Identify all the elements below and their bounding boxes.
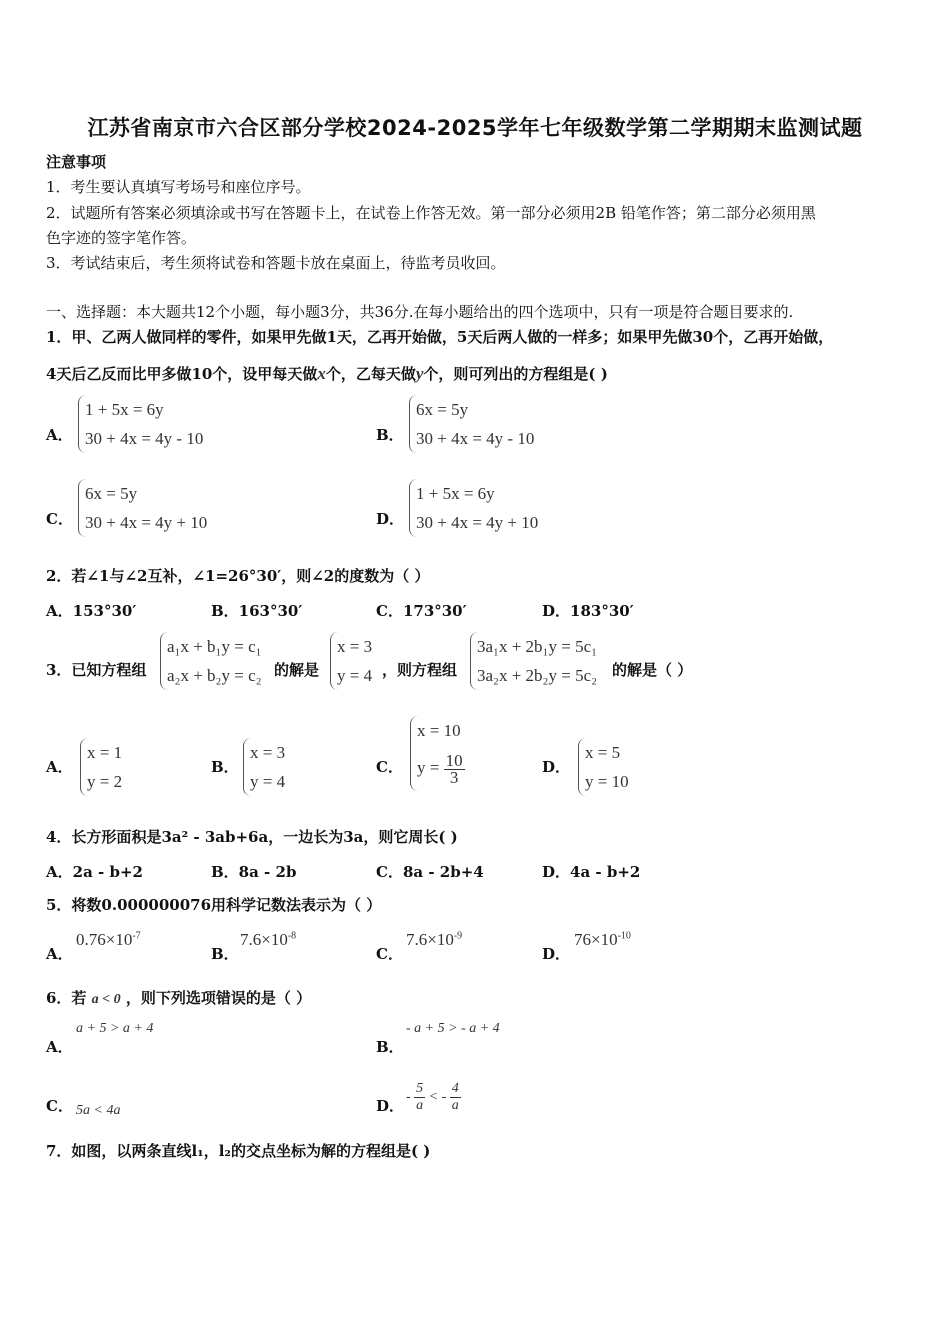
q6-condition: a < 0 (91, 992, 121, 1007)
q3-option-c-label[interactable]: C． (376, 758, 403, 776)
q6-option-c-label[interactable]: C． (46, 1097, 73, 1115)
q5-option-d-label[interactable]: D． (542, 945, 571, 963)
q3-option-d-label[interactable]: D． (542, 758, 571, 776)
notice-item-2-cont: 色字迹的签字笔作答。 (46, 229, 197, 247)
q5-option-b-value[interactable]: $7.6\times 10^{-8}$ (240, 930, 297, 949)
q1-var-y: y (415, 364, 424, 383)
q4-stem: 4．长方形面积是3a² - 3ab+6a，一边长为3a，则它周长( ) (46, 828, 458, 846)
q4-option-d[interactable]: D．4a - b+2 (542, 863, 641, 881)
q3-system-2: 3a₁x + 2b₁y = 5c₁ 3a₂x + 2b₂y = 5c₂ (470, 632, 597, 690)
q5-option-c-label[interactable]: C． (376, 945, 403, 963)
q2-option-d[interactable]: D．183°30′ (542, 602, 634, 620)
q4-option-a[interactable]: A．2a - b+2 (46, 863, 143, 881)
q3-option-b-system[interactable]: x = 3 y = 4 (243, 738, 285, 796)
q6-stem: 6．若 a < 0 ，则下列选项错误的是（ ） (46, 989, 312, 1007)
page-title: 江苏省南京市六合区部分学校2024-2025学年七年级数学第二学期期末监测试题 (87, 116, 863, 140)
q3-system-1: a₁x + b₁y = c₁ a₂x + b₂y = c₂ (160, 632, 262, 690)
q2-option-a[interactable]: A．153°30′ (46, 602, 137, 620)
q3-stem-mid2: ，则方程组 (382, 661, 458, 679)
q1-stem-line1: 1．甲、乙两人做同样的零件，如果甲先做1天，乙再开始做，5天后两人做的一样多；如果甲先做30个，乙再开始做， (46, 328, 834, 346)
q3-stem-post: 的解是（ ） (612, 661, 693, 679)
q6-option-b-expr[interactable]: - a + 5 > - a + 4 (406, 1021, 500, 1036)
q5-stem: 5．将数0.000000076用科学记数法表示为（ ） (46, 896, 382, 914)
q2-option-c[interactable]: C．173°30′ (376, 602, 467, 620)
q6-option-c-expr[interactable]: 5a < 4a (76, 1103, 121, 1118)
fraction: $\frac{10}{3}$ (445, 750, 463, 787)
q5-option-a-value[interactable]: $0.76\times 10^{-7}$ (76, 930, 141, 949)
q5-option-a-label[interactable]: A． (46, 945, 73, 963)
q6-option-a-expr[interactable]: a + 5 > a + 4 (76, 1021, 154, 1036)
notice-item-1: 1．考生要认真填写考场号和座位序号。 (46, 178, 311, 196)
notice-heading: 注意事项 (46, 153, 107, 171)
q4-option-c[interactable]: C．8a - 2b+4 (376, 863, 484, 881)
q5-option-d-value[interactable]: $76\times 10^{-10}$ (574, 930, 631, 949)
q1-option-d-label[interactable]: D． (376, 510, 405, 528)
q3-option-a-label[interactable]: A． (46, 758, 73, 776)
q6-option-d-expr[interactable]: - $\frac{5}{a}$ < - $\frac{4}{a}$ (406, 1081, 459, 1113)
q3-option-b-label[interactable]: B． (211, 758, 239, 776)
q6-option-a-label[interactable]: A． (46, 1038, 73, 1056)
q4-option-b[interactable]: B．8a - 2b (211, 863, 297, 881)
q1-option-b-system[interactable]: 6x = 5y 30 + 4x = 4y - 10 (409, 395, 534, 453)
q6-option-d-label[interactable]: D． (376, 1097, 405, 1115)
q1-option-a-label[interactable]: A． (46, 426, 73, 444)
q3-solution: x = 3 y = 4 (330, 632, 372, 690)
q1-stem-line2: 4天后乙反而比甲多做10个，设甲每天做x个，乙每天做y个，则可列出的方程组是( ) (46, 364, 608, 383)
q1-option-b-label[interactable]: B． (376, 426, 404, 444)
q2-option-b[interactable]: B．163°30′ (211, 602, 303, 620)
fraction: $\frac{4}{a}$ (451, 1081, 459, 1113)
notice-item-3: 3．考试结束后，考生须将试卷和答题卡放在桌面上，待监考员收回。 (46, 254, 506, 272)
q3-option-a-system[interactable]: x = 1 y = 2 (80, 738, 122, 796)
q5-option-b-label[interactable]: B． (211, 945, 239, 963)
q5-option-c-value[interactable]: $7.6\times 10^{-9}$ (406, 930, 463, 949)
q3-stem-pre: 3．已知方程组 (46, 661, 147, 679)
q6-option-b-label[interactable]: B． (376, 1038, 404, 1056)
q3-stem-mid1: 的解是 (274, 661, 320, 679)
q1-option-c-system[interactable]: 6x = 5y 30 + 4x = 4y + 10 (78, 479, 207, 537)
q7-stem: 7．如图，以两条直线l₁，l₂的交点坐标为解的方程组是( ) (46, 1142, 431, 1160)
q3-option-c-system[interactable]: x = 10 y = $\frac{10}{3}$ (410, 716, 465, 791)
q1-option-c-label[interactable]: C． (46, 510, 73, 528)
section-heading: 一、选择题：本大题共12个小题，每小题3分，共36分.在每小题给出的四个选项中，只有一项是符合题目要求的. (46, 303, 794, 321)
q3-option-d-system[interactable]: x = 5 y = 10 (578, 738, 629, 796)
q1-option-d-system[interactable]: 1 + 5x = 6y 30 + 4x = 4y + 10 (409, 479, 538, 537)
q2-stem: 2．若∠1与∠2互补，∠1=26°30′，则∠2的度数为（ ） (46, 567, 430, 585)
fraction: $\frac{5}{a}$ (416, 1081, 424, 1113)
q1-var-x: x (317, 364, 326, 383)
notice-item-2: 2．试题所有答案必须填涂或书写在答题卡上，在试卷上作答无效。第一部分必须用2B 铅笔作答；第二部分必须用黑 (46, 204, 816, 222)
q1-option-a-system[interactable]: 1 + 5x = 6y 30 + 4x = 4y - 10 (78, 395, 203, 453)
